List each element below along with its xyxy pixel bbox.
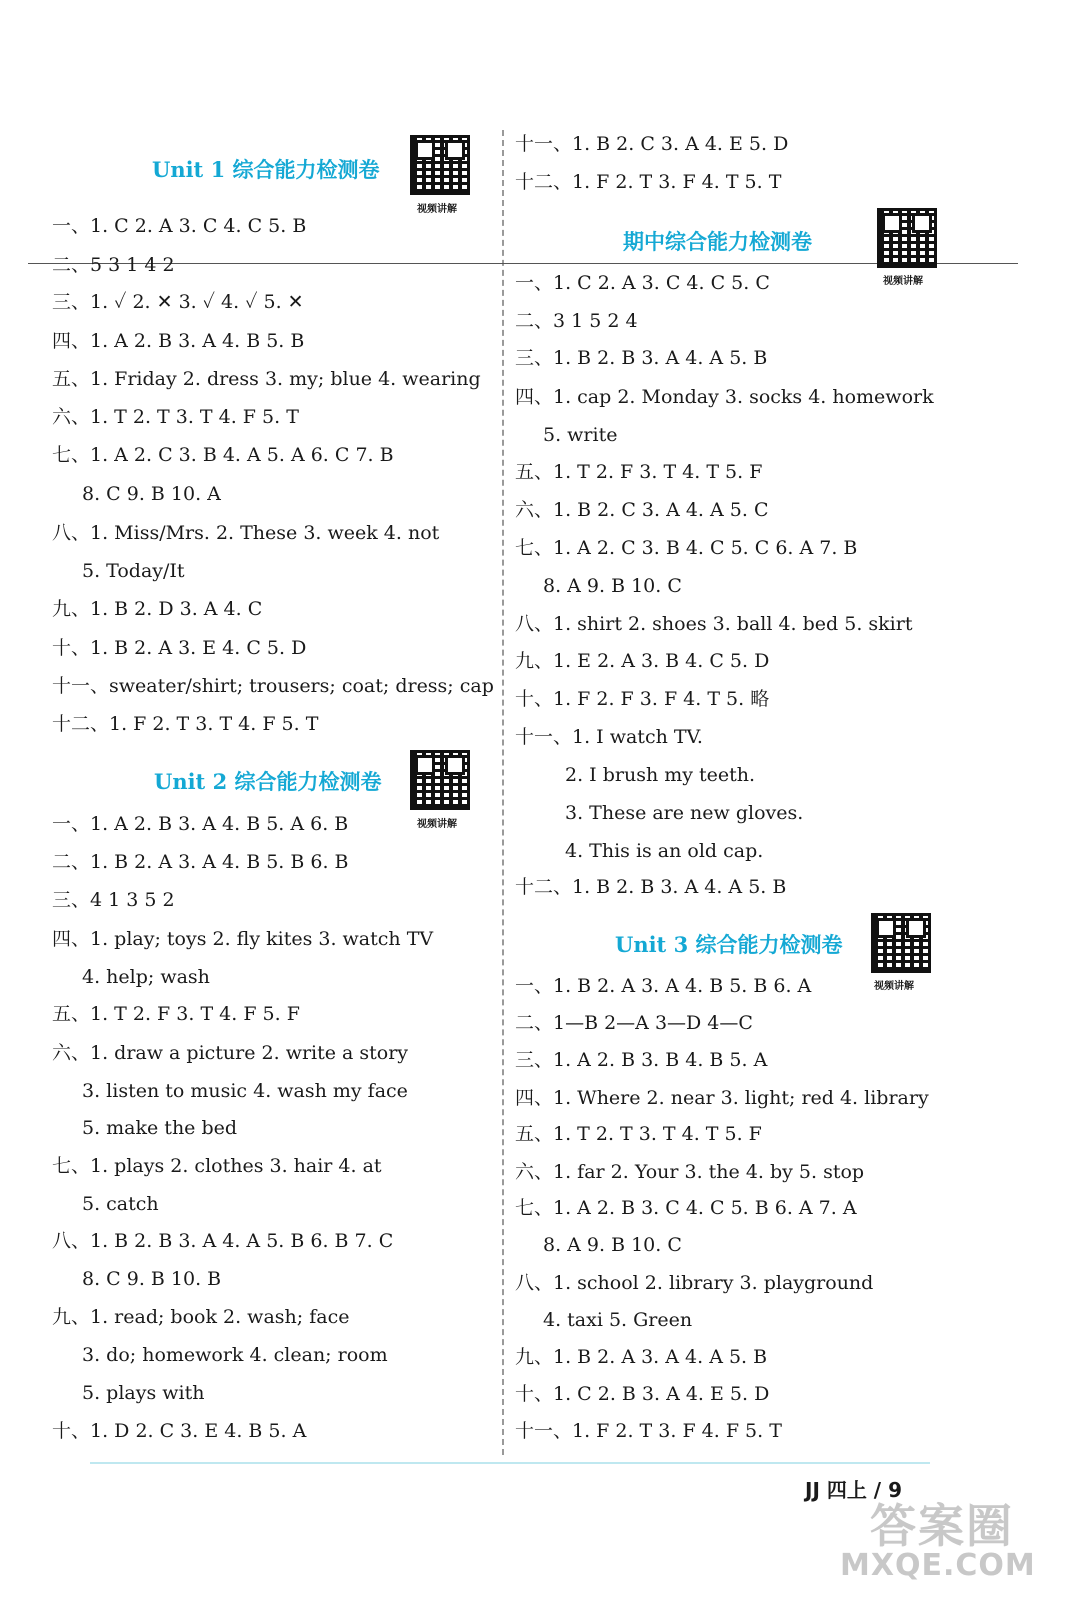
answer-line: 八、1. school 2. library 3. playground [515, 1272, 874, 1294]
answer-line: 一、1. A 2. B 3. A 4. B 5. A 6. B [52, 813, 349, 835]
qr-code-icon [410, 750, 470, 810]
answer-line: 十、1. B 2. A 3. E 4. C 5. D [52, 637, 307, 659]
page-footer: JJ 四上 / 9 [805, 1478, 902, 1502]
answer-line: 5. make the bed [82, 1117, 238, 1139]
answer-line: 三、1. ✓ 2. ✕ 3. ✓ 4. ✓ 5. ✕ [52, 291, 304, 313]
answer-line: 一、1. C 2. A 3. C 4. C 5. C [515, 272, 770, 294]
qr-label: 视频讲解 [417, 204, 457, 215]
answer-line: 5. Today/It [82, 560, 185, 582]
answer-line: 四、1. cap 2. Monday 3. socks 4. homework [515, 386, 934, 408]
answer-line: 三、4 1 3 5 2 [52, 889, 175, 911]
answer-line: 一、1. B 2. A 3. A 4. B 5. B 6. A [515, 975, 812, 997]
answer-line: 九、1. E 2. A 3. B 4. C 5. D [515, 650, 770, 672]
qr-code-icon [877, 208, 937, 268]
watermark-logo [840, 1490, 1070, 1595]
answer-line: 六、1. far 2. Your 3. the 4. by 5. stop [515, 1161, 865, 1183]
answer-line: 十二、1. F 2. T 3. F 4. T 5. T [515, 171, 782, 193]
answer-line: 3. do; homework 4. clean; room [82, 1344, 388, 1366]
answer-line: 六、1. T 2. T 3. T 4. F 5. T [52, 406, 299, 428]
unit3-title: Unit 3 综合能力检测卷 [615, 932, 843, 957]
answer-line: 六、1. draw a picture 2. write a story [52, 1042, 409, 1064]
answer-line: 三、1. A 2. B 3. B 4. B 5. A [515, 1049, 768, 1071]
answer-line: 四、1. play; toys 2. fly kites 3. watch TV [52, 928, 434, 950]
answer-line: 3. These are new gloves. [565, 802, 804, 824]
qr-label: 视频讲解 [417, 819, 457, 830]
answer-line: 2. I brush my teeth. [565, 764, 756, 786]
answer-line: 九、1. B 2. D 3. A 4. C [52, 598, 263, 620]
answer-line: 二、5 3 1 4 2 [52, 254, 175, 276]
column-divider [502, 130, 504, 1455]
answer-line: 3. listen to music 4. wash my face [82, 1080, 408, 1102]
answer-line: 二、1. B 2. A 3. A 4. B 5. B 6. B [52, 851, 349, 873]
answer-line: 七、1. A 2. C 3. B 4. C 5. C 6. A 7. B [515, 537, 858, 559]
answer-line: 十一、1. B 2. C 3. A 4. E 5. D [515, 133, 789, 155]
answer-line: 十一、sweater/shirt; trousers; coat; dress; cap [52, 675, 494, 697]
answer-line: 五、1. T 2. F 3. T 4. F 5. F [52, 1003, 300, 1025]
answer-line: 九、1. B 2. A 3. A 4. A 5. B [515, 1346, 768, 1368]
answer-line: 十、1. D 2. C 3. E 4. B 5. A [52, 1420, 307, 1442]
answer-line: 七、1. plays 2. clothes 3. hair 4. at [52, 1155, 382, 1177]
answer-line: 4. This is an old cap. [565, 840, 764, 862]
midterm-title: 期中综合能力检测卷 [623, 229, 812, 254]
answer-line: 二、1—B 2—A 3—D 4—C [515, 1012, 753, 1034]
answer-line: 十、1. C 2. B 3. A 4. E 5. D [515, 1383, 770, 1405]
answer-line: 十二、1. F 2. T 3. T 4. F 5. T [52, 713, 319, 735]
qr-code-icon [410, 135, 470, 195]
answer-line: 一、1. C 2. A 3. C 4. C 5. B [52, 215, 307, 237]
answer-line: 5. plays with [82, 1382, 205, 1404]
answer-line: 六、1. B 2. C 3. A 4. A 5. C [515, 499, 769, 521]
answer-line: 十一、1. I watch TV. [515, 726, 703, 748]
answer-line: 8. A 9. B 10. C [543, 1234, 682, 1256]
footer-rule [90, 1462, 930, 1464]
answer-line: 5. catch [82, 1193, 159, 1215]
answer-line: 8. C 9. B 10. B [82, 1268, 222, 1290]
unit1-title: Unit 1 综合能力检测卷 [152, 157, 380, 182]
answer-line: 八、1. Miss/Mrs. 2. These 3. week 4. not [52, 522, 440, 544]
answer-line: 五、1. T 2. F 3. T 4. T 5. F [515, 461, 763, 483]
qr-label: 视频讲解 [874, 981, 914, 992]
answer-line: 8. C 9. B 10. A [82, 483, 221, 505]
answer-line: 四、1. A 2. B 3. A 4. B 5. B [52, 330, 305, 352]
answer-line: 4. taxi 5. Green [543, 1309, 693, 1331]
answer-line: 八、1. B 2. B 3. A 4. A 5. B 6. B 7. C [52, 1230, 394, 1252]
watermark-text-top: 答案圈 [870, 1499, 1014, 1553]
answer-line: 四、1. Where 2. near 3. light; red 4. library [515, 1087, 929, 1109]
answer-line: 二、3 1 5 2 4 [515, 310, 638, 332]
answer-line: 七、1. A 2. C 3. B 4. A 5. A 6. C 7. B [52, 444, 394, 466]
unit2-title: Unit 2 综合能力检测卷 [154, 769, 382, 794]
qr-code-icon [871, 913, 931, 973]
answer-line: 三、1. B 2. B 3. A 4. A 5. B [515, 347, 768, 369]
answer-line: 8. A 9. B 10. C [543, 575, 682, 597]
answer-line: 5. write [543, 424, 618, 446]
answer-line: 八、1. shirt 2. shoes 3. ball 4. bed 5. skirt [515, 613, 913, 635]
header-rule [28, 263, 1018, 264]
answer-line: 九、1. read; book 2. wash; face [52, 1306, 350, 1328]
answer-line: 五、1. T 2. T 3. T 4. T 5. F [515, 1123, 762, 1145]
answer-line: 十一、1. F 2. T 3. F 4. F 5. T [515, 1420, 782, 1442]
answer-line: 十、1. F 2. F 3. F 4. T 5. 略 [515, 688, 770, 710]
answer-line: 4. help; wash [82, 966, 210, 988]
answer-line: 五、1. Friday 2. dress 3. my; blue 4. wearing [52, 368, 481, 390]
qr-label: 视频讲解 [883, 276, 923, 287]
answer-line: 十二、1. B 2. B 3. A 4. A 5. B [515, 876, 787, 898]
answer-line: 七、1. A 2. B 3. C 4. C 5. B 6. A 7. A [515, 1197, 857, 1219]
watermark-text-bottom: MXQE.COM [840, 1548, 1036, 1583]
